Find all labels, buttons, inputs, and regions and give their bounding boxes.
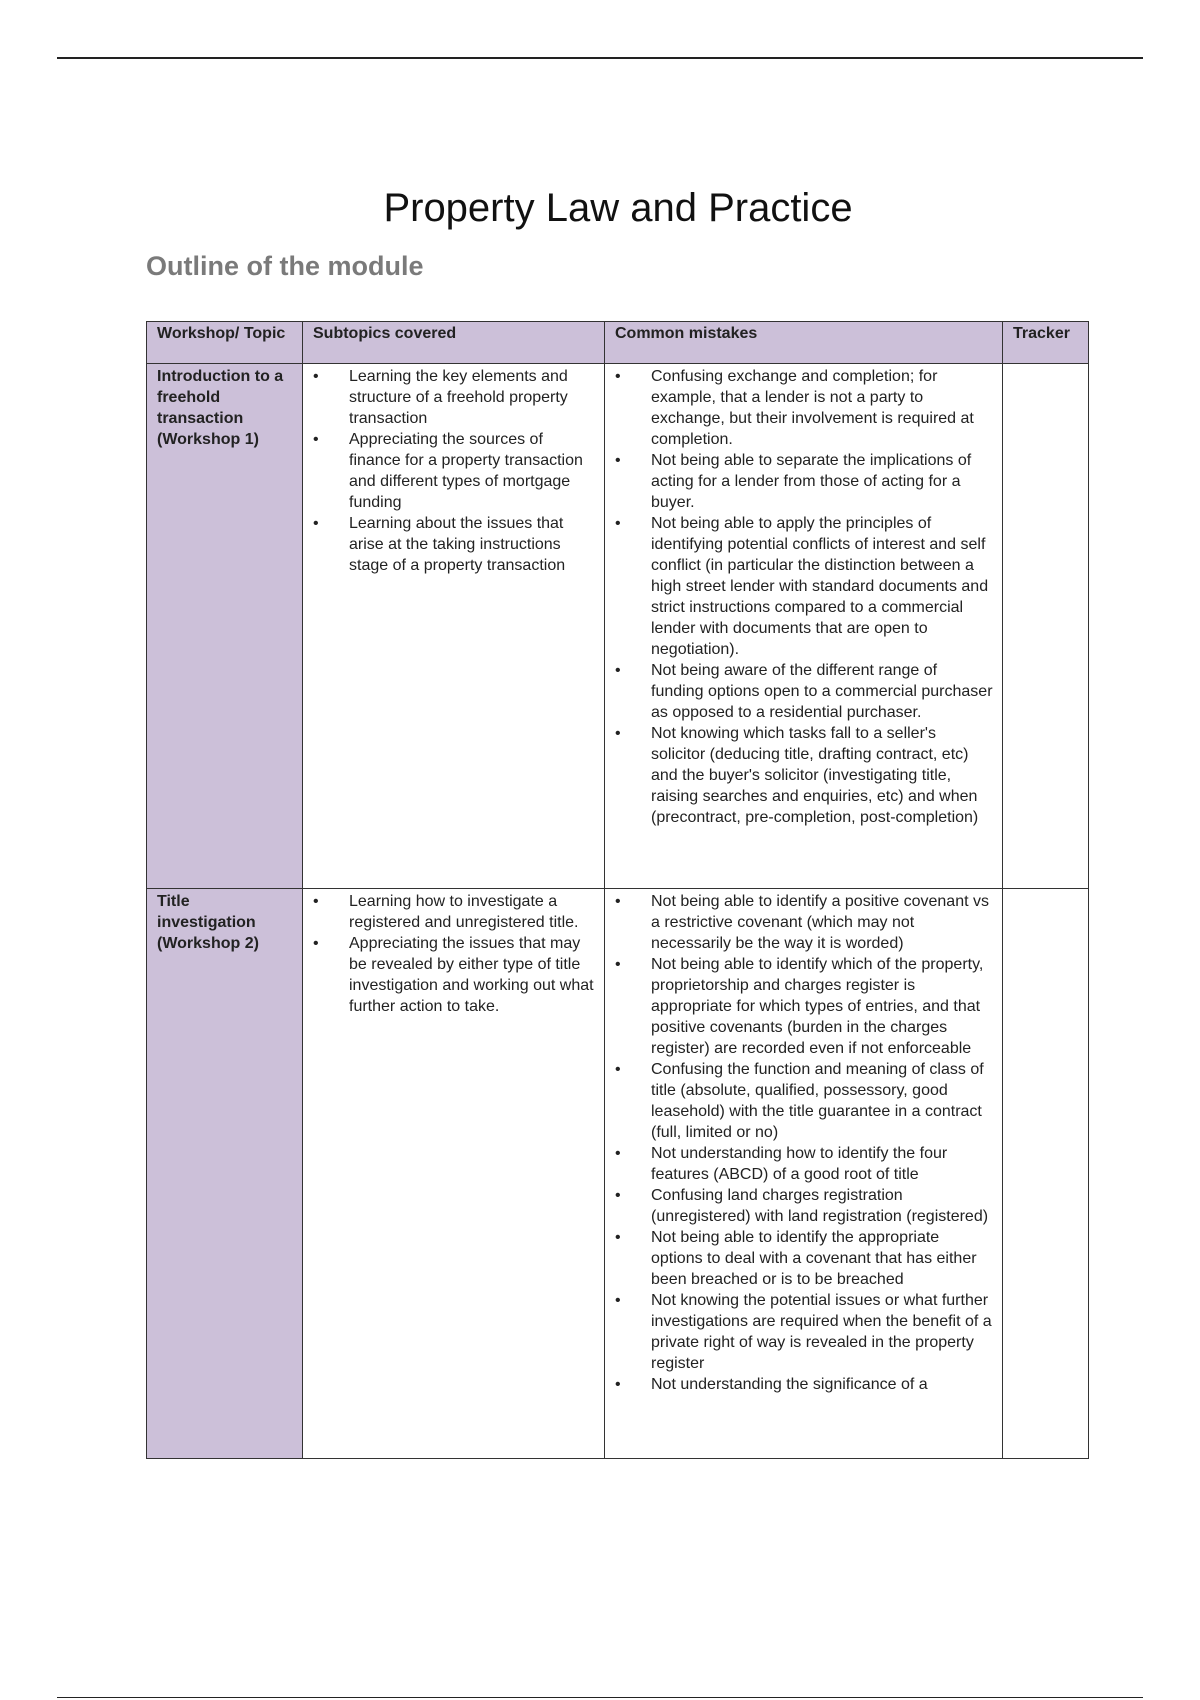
footer-rule (57, 1697, 1143, 1698)
header-subtopics: Subtopics covered (303, 322, 605, 364)
table-header-row (147, 322, 1089, 364)
list-item: • Not knowing which tasks fall to a seller's solicitor (deducing title, drafting contract, etc) and the buyer's solicitor (investigating title, raising searches and enquiries, etc) and when (precontract, pre-completion, post-completion) (613, 723, 994, 828)
list-item: • Not understanding how to identify the four features (ABCD) of a good root of title (613, 1143, 994, 1185)
list-item: • Appreciating the issues that may be revealed by either type of title investigation and working out what further action to take. (311, 933, 596, 1017)
list-item: • Learning how to investigate a registered and unregistered title. (311, 891, 596, 933)
list-item: • Not being able to identify the appropriate options to deal with a covenant that has either been breached or is to be breached (613, 1227, 994, 1290)
list-item: • Confusing exchange and completion; for example, that a lender is not a party to exchange, but their involvement is required at completion. (613, 366, 994, 450)
header-workshop-topic: Workshop/ Topic (147, 322, 303, 364)
list-item: • Confusing land charges registration (unregistered) with land registration (registered) (613, 1185, 994, 1227)
page-title: Property Law and Practice (383, 186, 853, 230)
table-row (147, 889, 1089, 1459)
list-item: • Not being able to identify which of the property, proprietorship and charges register is appropriate for which types of entries, and that positive covenants (burden in the charges register) are recorded even if not enforceable (613, 954, 994, 1059)
subtopics-cell (303, 364, 605, 889)
table-row (147, 364, 1089, 889)
subtopics-cell (303, 889, 605, 1459)
list-item: • Not being able to apply the principles of identifying potential conflicts of interest and self conflict (in particular the distinction between a high street lender with standard documents and strict instructions compared to a commercial lender with documents that are open to negotiation). (613, 513, 994, 660)
list-item: • Not understanding the significance of a (613, 1374, 994, 1395)
module-outline-table (146, 321, 1089, 1459)
tracker-cell[interactable] (1003, 889, 1089, 1459)
list-item: • Not being aware of the different range of funding options open to a commercial purchaser as opposed to a residential purchaser. (613, 660, 994, 723)
tracker-cell[interactable] (1003, 364, 1089, 889)
header-rule (57, 57, 1143, 59)
section-subtitle: Outline of the module (146, 251, 424, 281)
list-item: • Not being able to separate the implications of acting for a lender from those of acting for a buyer. (613, 450, 994, 513)
list-item: • Confusing the function and meaning of class of title (absolute, qualified, possessory, good leasehold) with the title guarantee in a contract (full, limited or no) (613, 1059, 994, 1143)
header-common-mistakes: Common mistakes (605, 322, 1003, 364)
mistakes-cell (605, 364, 1003, 889)
list-item: • Learning about the issues that arise at the taking instructions stage of a property transaction (311, 513, 596, 576)
list-item: • Learning the key elements and structure of a freehold property transaction (311, 366, 596, 429)
topic-cell: Introduction to a freehold transaction (Workshop 1) (147, 364, 303, 889)
mistakes-cell (605, 889, 1003, 1459)
list-item: • Not knowing the potential issues or what further investigations are required when the benefit of a private right of way is revealed in the property register (613, 1290, 994, 1374)
list-item: • Appreciating the sources of finance for a property transaction and different types of mortgage funding (311, 429, 596, 513)
list-item: • Not being able to identify a positive covenant vs a restrictive covenant (which may not necessarily be the way it is worded) (613, 891, 994, 954)
header-tracker: Tracker (1003, 322, 1089, 364)
topic-cell: Title investigation (Workshop 2) (147, 889, 303, 1459)
